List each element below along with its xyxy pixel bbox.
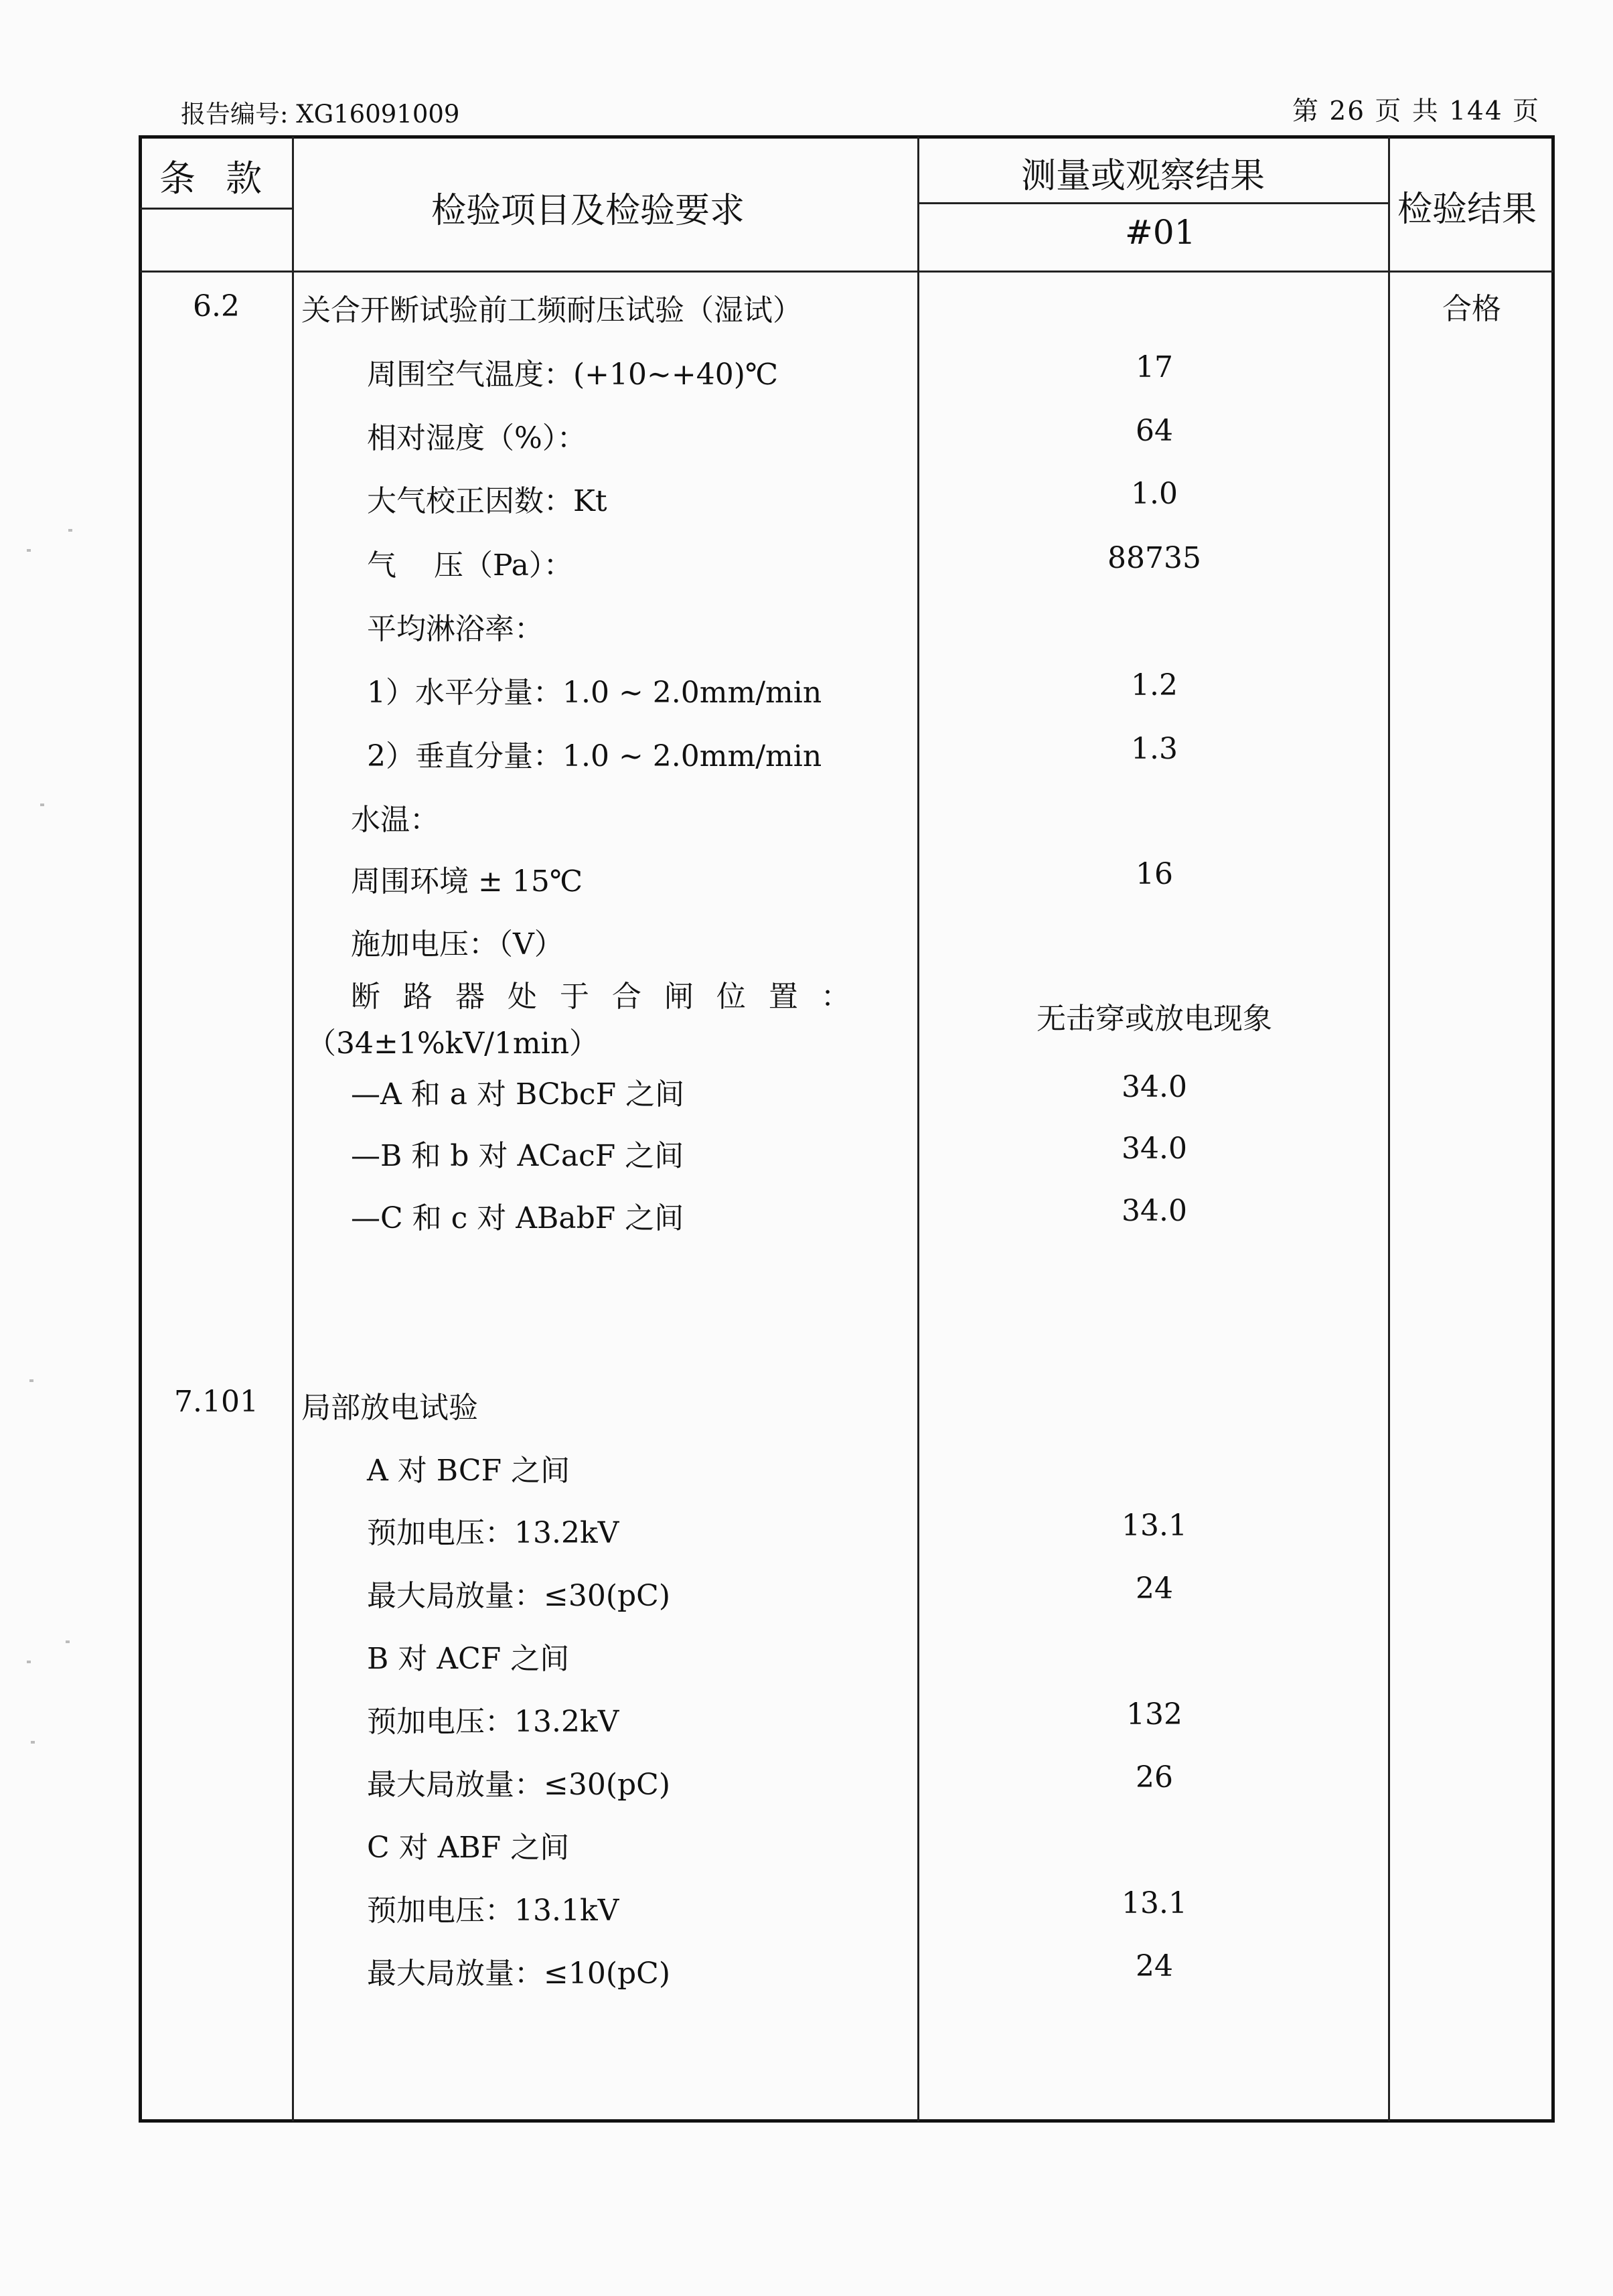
value-cell: 1.3 (1131, 732, 1178, 766)
item-cell: 相对湿度（%）： (367, 421, 587, 455)
clause-cell: 6.2 (193, 289, 240, 323)
scan-speck (31, 1741, 35, 1744)
item-cell: （34±1%kV/1min） (307, 1026, 599, 1061)
header-item: 检验项目及检验要求 (431, 191, 745, 231)
scan-speck (27, 549, 31, 552)
header-sample: #01 (1125, 213, 1196, 252)
page-info: 第 26 页 共 144 页 (1292, 96, 1541, 127)
col-divider-measure (1388, 137, 1390, 2121)
value-cell: 1.2 (1131, 668, 1178, 702)
item-cell: 最大局放量：≤10(pC) (367, 1957, 671, 1991)
item-cell: 平均淋浴率： (367, 612, 544, 646)
item-cell: 关合开断试验前工频耐压试验（湿试） (301, 293, 802, 327)
item-cell: 预加电压：13.1kV (367, 1894, 619, 1928)
header-bottom-line (140, 271, 1553, 273)
scan-speck (68, 529, 72, 532)
item-cell: —B 和 b 对 ACacF 之间 (351, 1139, 684, 1173)
value-cell: 24 (1136, 1949, 1173, 1983)
scan-speck (29, 1379, 33, 1382)
clause-cell: 7.101 (174, 1385, 258, 1419)
item-cell: B 对 ACF 之间 (367, 1642, 570, 1676)
value-cell: 34.0 (1122, 1132, 1187, 1166)
result-cell: 合格 (1442, 292, 1501, 326)
item-cell: A 对 BCF 之间 (367, 1454, 570, 1488)
clause-header-line (140, 208, 293, 210)
value-cell: 1.0 (1131, 477, 1178, 511)
value-cell: 17 (1136, 350, 1173, 384)
item-cell: 水温： (351, 803, 439, 837)
item-cell: C 对 ABF 之间 (367, 1831, 570, 1865)
item-cell: 1）水平分量：1.0 ~ 2.0mm/min (367, 676, 822, 710)
item-cell: 预加电压：13.2kV (367, 1516, 619, 1550)
value-cell: 无击穿或放电现象 (1036, 1002, 1272, 1036)
item-cell: 预加电压：13.2kV (367, 1705, 619, 1739)
inspection-table (139, 135, 1555, 2123)
scan-speck (66, 1640, 70, 1643)
header-measurement: 测量或观察结果 (1021, 156, 1265, 196)
item-cell: 最大局放量：≤30(pC) (367, 1768, 671, 1802)
scan-speck (40, 803, 44, 806)
item-cell: 2）垂直分量：1.0 ~ 2.0mm/min (367, 739, 822, 773)
item-cell: 最大局放量：≤30(pC) (367, 1579, 671, 1613)
value-cell: 34.0 (1122, 1070, 1187, 1104)
value-cell: 24 (1136, 1572, 1173, 1606)
scan-speck (27, 1661, 31, 1663)
item-cell: 断 路 器 处 于 合 闸 位 置 ： (351, 980, 857, 1014)
col-divider-clause (292, 137, 294, 2121)
item-cell: 局部放电试验 (301, 1391, 478, 1425)
item-cell: —A 和 a 对 BCbcF 之间 (351, 1077, 685, 1112)
value-cell: 132 (1126, 1697, 1182, 1732)
item-cell: 周围环境 ± 15℃ (351, 864, 583, 899)
value-cell: 64 (1136, 414, 1173, 448)
item-cell: 周围空气温度：(+10~+40)℃ (367, 358, 779, 392)
measure-header-line (918, 202, 1389, 204)
col-divider-item (917, 137, 919, 2121)
value-cell: 26 (1136, 1760, 1173, 1794)
item-cell: 施加电压：（V） (351, 927, 564, 962)
value-cell: 34.0 (1122, 1194, 1187, 1228)
value-cell: 88735 (1107, 541, 1201, 575)
item-cell: 大气校正因数：Kt (367, 484, 607, 518)
header-clause: 条 款 (159, 157, 272, 200)
value-cell: 13.1 (1122, 1509, 1187, 1543)
value-cell: 16 (1136, 857, 1173, 891)
item-cell: 气 压（Pa）： (367, 548, 573, 583)
item-cell: —C 和 c 对 ABabF 之间 (351, 1201, 684, 1235)
value-cell: 13.1 (1122, 1886, 1187, 1920)
report-number: 报告编号: XG16091009 (181, 100, 460, 129)
header-result: 检验结果 (1397, 189, 1537, 230)
